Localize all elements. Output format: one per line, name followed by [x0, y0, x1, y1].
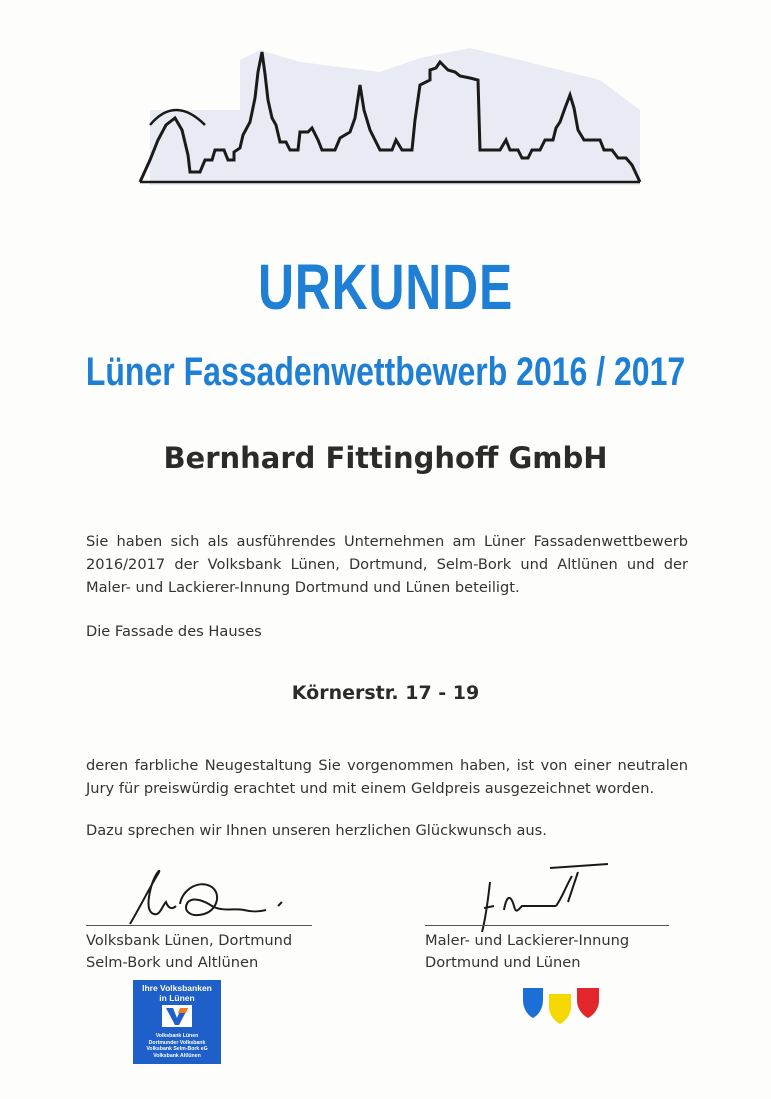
- recipient-name: Bernhard Fittinghoff GmbH: [163, 441, 608, 475]
- signatory-innung-line2: Dortmund und Lünen: [425, 954, 581, 971]
- volksbank-member-1: Volksbank Lünen: [155, 1033, 199, 1039]
- volksbank-logo-heading1: Ihre Volksbanken: [142, 983, 212, 993]
- volksbank-member-3: Volksbank Selm-Bork eG: [146, 1046, 208, 1052]
- congratulation-paragraph: Dazu sprechen wir Ihnen unseren herzlichen Glückwunsch aus.: [86, 822, 547, 839]
- signature-volksbank: [110, 862, 290, 932]
- innung-shields-icon: [521, 984, 601, 1024]
- volksbank-member-4: Volksbank Altlünen: [153, 1052, 201, 1059]
- volksbank-member-2: Dortmunder Volksbank: [148, 1039, 206, 1046]
- volksbank-logo-icon: [133, 980, 221, 1064]
- signature-line-volksbank: [86, 925, 312, 926]
- city-skyline-icon: [0, 0, 771, 200]
- certificate-subtitle: Lüner Fassadenwettbewerb 2016 / 2017: [85, 350, 686, 394]
- signatory-innung: [425, 930, 629, 974]
- signatory-innung-line1: Maler- und Lackierer-Innung: [425, 932, 630, 949]
- intro-paragraph: Sie haben sich als ausführendes Unternehmen am Lüner Fassadenwettbewerb 2016/2017 der Volksbank Lünen, Dortmund, Selm-Bork und Altlünen und der Maler- und Lackierer-Innung Dortmund und Lünen beteiligt.: [86, 533, 688, 596]
- signatory-volksbank-line1: Volksbank Lünen, Dortmund: [86, 932, 293, 949]
- volksbank-logo-heading2: in Lünen: [159, 993, 195, 1003]
- signatory-volksbank: [86, 930, 292, 974]
- facade-intro: Die Fassade des Hauses: [86, 623, 262, 640]
- award-paragraph: deren farbliche Neugestaltung Sie vorgenommen haben, ist von einer neutralen Jury für preiswürdig erachtet und mit einem Geldpreis ausgezeichnet worden.: [86, 757, 688, 797]
- house-address: Körnerstr. 17 - 19: [291, 682, 480, 704]
- signatory-volksbank-line2: Selm-Bork und Altlünen: [86, 954, 259, 971]
- certificate-title: URKUNDE: [257, 251, 514, 323]
- signature-line-innung: [425, 925, 669, 926]
- volksbank-v-mark-icon: [162, 1005, 192, 1027]
